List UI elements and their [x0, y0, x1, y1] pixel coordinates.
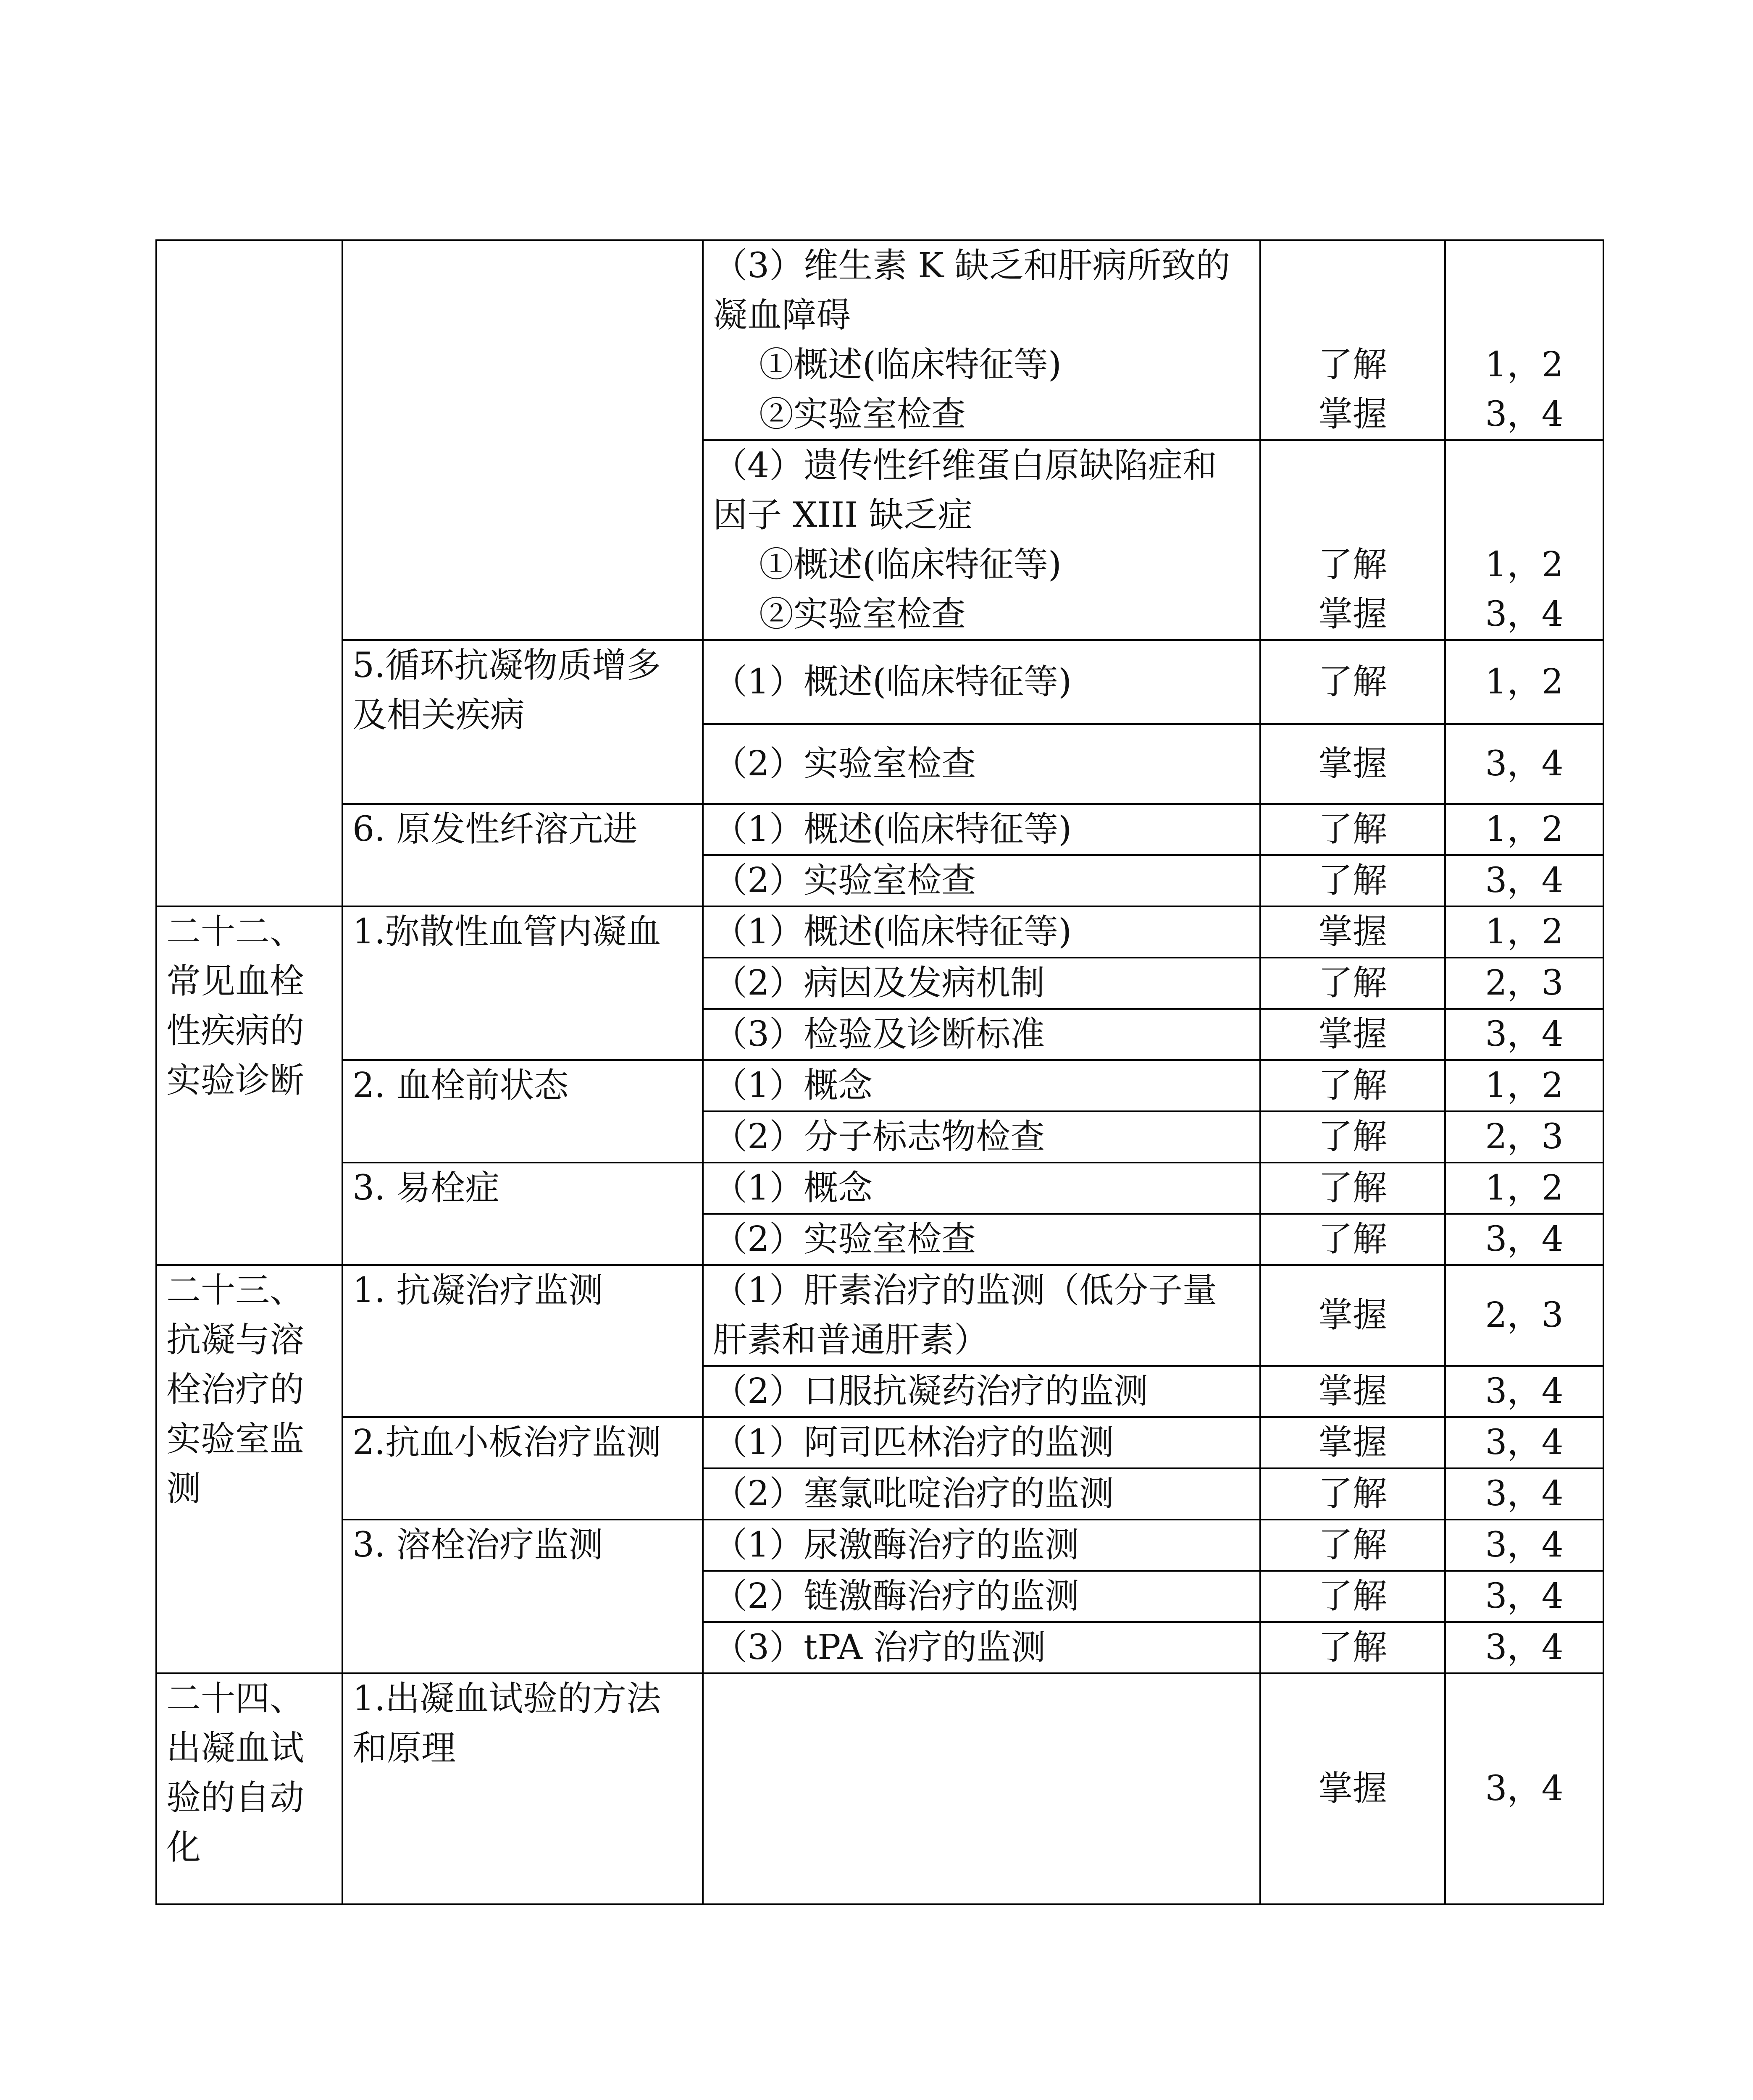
unit-title: 二十三、抗凝与溶栓治疗的实验室监测 [166, 1270, 305, 1509]
content-cell [703, 440, 1260, 640]
level-cell: 掌握 [1260, 1009, 1445, 1060]
content-cell: （1）概述(临床特征等) [703, 804, 1260, 855]
chapter-cell: 3，4 [1445, 1673, 1603, 1904]
chapter-cell [1445, 240, 1603, 440]
content-cell: （2）实验室检查 [703, 855, 1260, 906]
level-cell [1260, 240, 1445, 440]
chapter-cell: 3，4 [1445, 1571, 1603, 1622]
table-row [156, 1163, 1603, 1214]
level-cell: 了解 [1260, 640, 1445, 724]
content-cell: （2）口服抗凝药治疗的监测 [703, 1366, 1260, 1417]
level-cell: 了解 [1260, 855, 1445, 906]
element-text: 3. 易栓症 [352, 1168, 500, 1208]
chapter-cell: 1，2 [1445, 1060, 1603, 1111]
element-text: 2.抗血小板治疗监测 [352, 1423, 661, 1462]
level-text: 了解 [1318, 545, 1387, 585]
content-cell: （1）阿司匹林治疗的监测 [703, 1417, 1260, 1468]
chapter-cell: 1，2 [1445, 640, 1603, 724]
content-cell: （2）塞氯吡啶治疗的监测 [703, 1468, 1260, 1520]
level-cell: 掌握 [1260, 1265, 1445, 1366]
level-cell: 了解 [1260, 1622, 1445, 1673]
element-text: 6. 原发性纤溶亢进 [352, 809, 638, 849]
unit-title: 二十二、常见血栓性疾病的实验诊断 [166, 912, 305, 1100]
content-cell: （1）尿激酶治疗的监测 [703, 1520, 1260, 1571]
level-cell: 了解 [1260, 1520, 1445, 1571]
chapter-text: 1，2 [1485, 345, 1564, 385]
element-text: 2. 血栓前状态 [352, 1066, 569, 1105]
level-text: 掌握 [1318, 594, 1387, 634]
content-cell: （2）病因及发病机制 [703, 958, 1260, 1009]
chapter-cell: 3，4 [1445, 1009, 1603, 1060]
element-cell [342, 1520, 703, 1673]
content-text: （1）概述(临床特征等) [713, 662, 1072, 702]
level-text: 了解 [1318, 345, 1387, 385]
chapter-cell: 3，4 [1445, 1214, 1603, 1265]
element-cell [342, 1265, 703, 1417]
content-cell: （1）概述(临床特征等) [703, 906, 1260, 958]
level-cell: 掌握 [1260, 1673, 1445, 1904]
table-row [156, 1265, 1603, 1366]
element-text: 5.循环抗凝物质增多及相关疾病 [352, 646, 661, 735]
chapter-cell: 3，4 [1445, 855, 1603, 906]
content-cell: （1）概念 [703, 1163, 1260, 1214]
level-cell: 掌握 [1260, 724, 1445, 804]
table-row [156, 906, 1603, 958]
content-text: 凝血障碍 [713, 295, 851, 335]
element-cell [342, 906, 703, 1060]
chapter-text: 3，4 [1485, 594, 1564, 634]
content-cell [703, 1673, 1260, 1904]
chapter-cell: 3，4 [1445, 1520, 1603, 1571]
content-subitem: ①概述(临床特征等) [759, 345, 1062, 385]
unit-cell [156, 240, 342, 906]
chapter-cell: 1，2 [1445, 1163, 1603, 1214]
level-cell: 掌握 [1260, 1417, 1445, 1468]
level-cell: 了解 [1260, 1163, 1445, 1214]
element-cell [342, 640, 703, 804]
table-row [156, 1060, 1603, 1111]
content-cell [703, 240, 1260, 440]
element-text: 1.出凝血试验的方法和原理 [352, 1679, 661, 1768]
level-cell: 了解 [1260, 1060, 1445, 1111]
element-text: 1. 抗凝治疗监测 [352, 1270, 603, 1310]
content-cell: （3）检验及诊断标准 [703, 1009, 1260, 1060]
content-cell: （1）概念 [703, 1060, 1260, 1111]
unit-title: 二十四、出凝血试验的自动化 [166, 1679, 305, 1867]
content-text: 因子 XIII 缺乏症 [713, 495, 972, 535]
content-text: （2）实验室检查 [713, 744, 976, 784]
content-cell: （3）tPA 治疗的监测 [703, 1622, 1260, 1673]
chapter-cell: 2，3 [1445, 1265, 1603, 1366]
element-cell [342, 1163, 703, 1265]
content-cell: （2）链激酶治疗的监测 [703, 1571, 1260, 1622]
chapter-cell: 3，4 [1445, 724, 1603, 804]
chapter-cell: 2，3 [1445, 1111, 1603, 1163]
content-text: （3）维生素 K 缺乏和肝病所致的 [713, 246, 1230, 286]
content-text: （4）遗传性纤维蛋白原缺陷症和 [713, 446, 1217, 486]
element-text: 3. 溶栓治疗监测 [352, 1525, 603, 1565]
table-row [156, 1417, 1603, 1468]
chapter-text: 1，2 [1485, 545, 1564, 585]
chapter-text: 3，4 [1485, 394, 1564, 434]
element-text: 1.弥散性血管内凝血 [352, 912, 661, 952]
content-subitem: ②实验室检查 [759, 394, 966, 434]
unit-cell [156, 1673, 342, 1904]
level-cell: 了解 [1260, 958, 1445, 1009]
level-cell: 了解 [1260, 1111, 1445, 1163]
chapter-cell: 3，4 [1445, 1417, 1603, 1468]
chapter-cell: 1，2 [1445, 804, 1603, 855]
level-cell: 掌握 [1260, 1366, 1445, 1417]
chapter-cell: 2，3 [1445, 958, 1603, 1009]
content-subitem: ①概述(临床特征等) [759, 545, 1062, 585]
chapter-cell: 1，2 [1445, 906, 1603, 958]
table-row [156, 804, 1603, 855]
level-cell: 了解 [1260, 1468, 1445, 1520]
syllabus-table [155, 239, 1604, 1905]
table-row [156, 640, 1603, 724]
chapter-cell: 3，4 [1445, 1622, 1603, 1673]
element-cell [342, 804, 703, 906]
chapter-cell [1445, 440, 1603, 640]
content-cell [703, 640, 1260, 724]
level-text: 掌握 [1318, 394, 1387, 434]
level-cell: 了解 [1260, 1571, 1445, 1622]
content-cell [703, 724, 1260, 804]
level-cell: 了解 [1260, 804, 1445, 855]
chapter-cell: 3，4 [1445, 1366, 1603, 1417]
element-cell [342, 1417, 703, 1520]
table-row [156, 240, 1603, 440]
content-cell: （2）分子标志物检查 [703, 1111, 1260, 1163]
level-cell: 掌握 [1260, 906, 1445, 958]
chapter-cell: 3，4 [1445, 1468, 1603, 1520]
content-cell: （1）肝素治疗的监测（低分子量肝素和普通肝素） [703, 1265, 1260, 1366]
table-row [156, 1673, 1603, 1904]
unit-cell [156, 1265, 342, 1673]
level-cell [1260, 440, 1445, 640]
level-cell: 了解 [1260, 1214, 1445, 1265]
element-cell [342, 240, 703, 640]
table-row [156, 1520, 1603, 1571]
unit-cell [156, 906, 342, 1265]
content-cell: （2）实验室检查 [703, 1214, 1260, 1265]
element-cell [342, 1673, 703, 1904]
element-cell [342, 1060, 703, 1163]
content-subitem: ②实验室检查 [759, 594, 966, 634]
